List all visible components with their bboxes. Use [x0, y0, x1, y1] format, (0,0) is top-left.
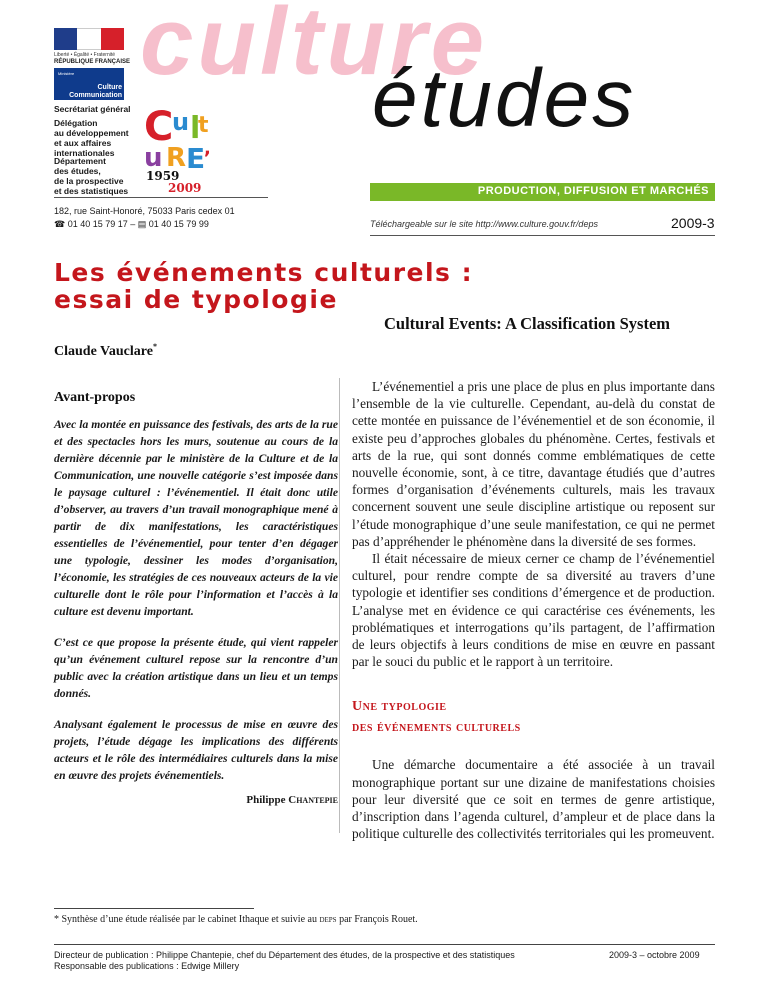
ministry-name: Culture Communication: [69, 84, 122, 99]
author: Claude Vauclare*: [54, 342, 157, 359]
ministry-small-label: Ministère: [58, 71, 75, 76]
address: 182, rue Saint-Honoré, 75033 Paris cedex 01: [54, 206, 235, 216]
footer-issue-date: 2009-3 – octobre 2009: [609, 950, 700, 960]
foreword-heading: Avant-propos: [54, 390, 136, 405]
article-body: [352, 378, 715, 842]
foreword: [54, 374, 338, 806]
footnote-rule: [54, 908, 254, 909]
flag-icon: [54, 28, 124, 50]
rf-motto: Liberté • Égalité • Fraternité: [54, 52, 116, 58]
body-paragraph: Il était nécessaire de mieux cerner ce champ de l’événementiel culturel, pour rendre compte de sa diversité au travers d’une typologie et identifier ses conditions d’émergence et de production. L’analyse met en évidence ce qui caractérise ces événements, les problématiques et interrogations qu’ils partagent, de l’affirmation de leurs objectifs à leurs conditions de mise en œuvre en passant par le souci du public et le rapport à un territoire.: [352, 551, 715, 670]
svg-text:u: u: [172, 108, 190, 136]
svg-text:R: R: [166, 143, 187, 173]
svg-text:t: t: [198, 113, 209, 138]
english-title: Cultural Events: A Classification System: [384, 314, 671, 333]
svg-text:1959: 1959: [146, 169, 180, 183]
culture-wordmark: culture: [140, 0, 489, 95]
svg-text:E: E: [186, 142, 206, 175]
svg-text:l: l: [190, 111, 201, 146]
footer-credits: Directeur de publication : Philippe Chantepie, chef du Département des études, de la prospective et des statistiques Responsable des publications : Edwige Millery: [54, 950, 515, 971]
header-rule: [370, 235, 715, 236]
foreword-signature: Philippe Chantepie: [246, 794, 338, 806]
section-subheading: des événements culturels: [352, 720, 521, 736]
svg-text:u: u: [144, 143, 163, 173]
column-divider: [339, 378, 340, 833]
org-secretariat: Secrétariat général: [54, 104, 131, 114]
article-title: Les événements culturels : essai de typologie: [54, 258, 474, 314]
org-departement: Département des études, de la prospective et des statistiques: [54, 156, 129, 196]
body-paragraph: L’événementiel a pris une place de plus en plus importante dans l’ensemble de la vie culturelle. Cependant, au-delà du constat de cette montée en puissance de l’événementiel et de son économie, il existe peu d’approches globales du phénomène. Certes, festivals et arts de la rue, qui sont donnés comme emblématiques de cette nouvelle économie, sont, à ce titre, davantage étudiés que d’autres formes d’organisation d’événements culturels, mais les travaux concernent souvent une seule discipline artistique ou reposent sur l’étude monographique d’une seule manifestation, ce qui ne permet pas d’appréhender le phénomène dans la diversité de ses formes.: [352, 379, 715, 549]
section-paragraph: Une démarche documentaire a été associée à un travail monographique portant sur une dizaine de manifestations choisies pour leur diversité que ce soit en termes de genre artistique, d’inscription dans l’agenda culturel, d’ampleur et de place dans la politique culturelle des collectivités territoriales qui les promeuvent.: [352, 757, 715, 842]
svg-text:C: C: [144, 104, 174, 150]
address-rule: [54, 197, 268, 198]
etudes-wordmark: études: [372, 53, 637, 144]
series-banner: PRODUCTION, DIFFUSION ET MARCHÉS: [370, 183, 715, 201]
footer-rule: [54, 944, 715, 945]
footnote: * Synthèse d’une étude réalisée par le cabinet Ithaque et suivie au deps par François Rouet.: [54, 914, 418, 925]
foreword-paragraph: Avec la montée en puissance des festivals, des arts de la rue et des spectacles hors les murs, soutenue au cours de la dernière décennie par le ministère de la Culture et de la Communication, une nouvelle catégorie s’est imposée dans le paysage culturel : l’événementiel. Il était donc utile d’observer, au travers d’un travail monographique mené à partir de dix manifestations, les caractéristiques essentielles de l’événementiel, pour tenter d’en dégager une typologie, dessiner les modes d’organisation, l’économie, les stratégies de ces nouveaux acteurs de la vie culturelle dont le rôle pour l’information et l’accès à la culture est devenu important.: [54, 418, 338, 618]
issue-number: 2009-3: [671, 215, 715, 231]
rf-name: RÉPUBLIQUE FRANÇAISE: [54, 59, 131, 65]
foreword-paragraph: C’est ce que propose la présente étude, qui vient rappeler qu’un événement culturel repose sur la rencontre d’un public avec la création artistique dans un lieu et un temps donnés.: [54, 636, 338, 700]
section-heading: Une typologie: [352, 699, 447, 715]
org-delegation: Délégation au développement et aux affaires internationales: [54, 118, 129, 158]
svg-text:2009: 2009: [168, 181, 202, 194]
download-link[interactable]: Téléchargeable sur le site http://www.culture.gouv.fr/deps: [370, 219, 598, 229]
foreword-paragraph: Analysant également le processus de mise en œuvre des projets, l’étude dégage les implications des différents acteurs et le rôle des intermédiaires culturels dans la mise en œuvre des projets événementiels.: [54, 718, 338, 782]
phone-fax: ☎ 01 40 15 79 17 – ▤ 01 40 15 79 99: [54, 219, 209, 229]
svg-text:,: ,: [204, 138, 211, 159]
culture-50-years-logo: [140, 104, 216, 194]
ministry-logo: [54, 68, 124, 100]
